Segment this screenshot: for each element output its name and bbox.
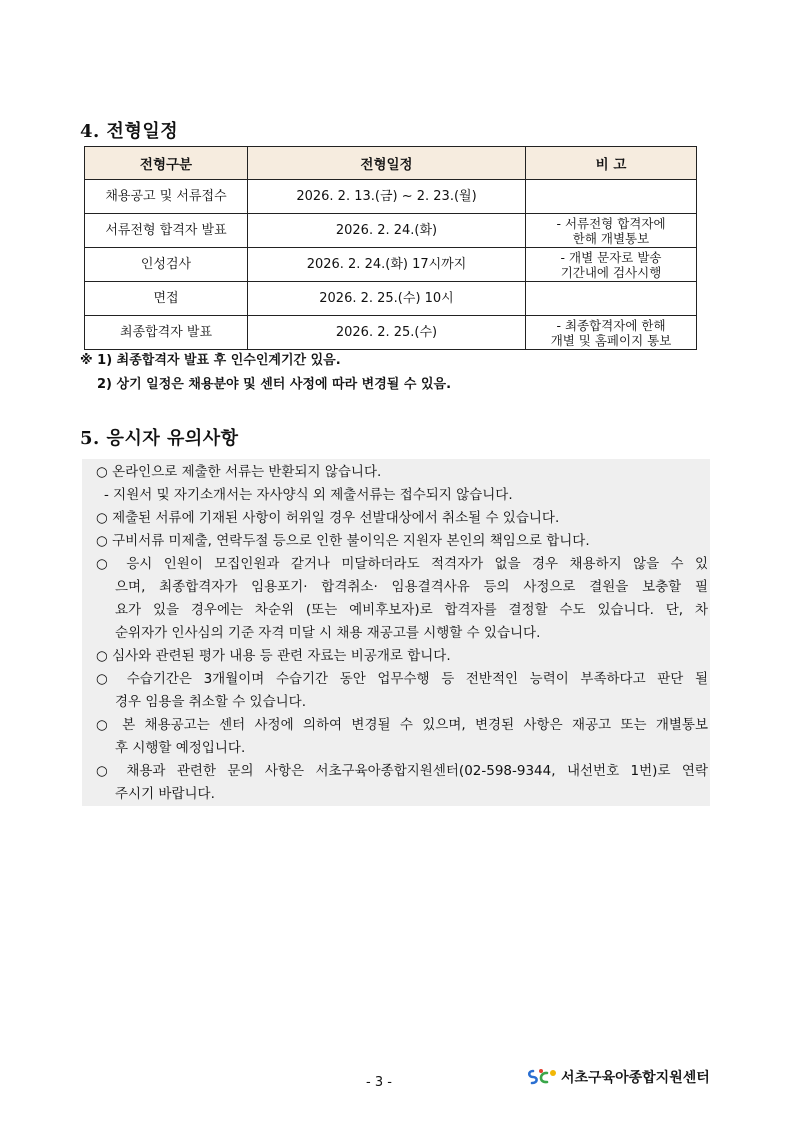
note-line: - 서류전형 합격자에	[556, 215, 666, 231]
header-stage: 전형구분	[85, 147, 248, 180]
schedule-notes	[80, 352, 451, 400]
notice-line: ○ 온라인으로 제출한 서류는 반환되지 않습니다.	[96, 464, 382, 480]
notice-line: 으며, 최종합격자가 임용포기· 합격취소· 임용결격사유 등의 사정으로 결원을 보충할 필	[115, 579, 708, 595]
note-cell	[526, 282, 697, 316]
stage-cell: 채용공고 및 서류접수	[85, 180, 248, 214]
notice-line: 주시기 바랍니다.	[115, 786, 215, 802]
section-4-title: 4. 전형일정	[80, 121, 179, 142]
note-cell	[526, 214, 697, 248]
org-name: 서초구육아종합지원센터	[561, 1070, 710, 1086]
notice-line: 후 시행할 예정입니다.	[115, 740, 246, 756]
notice-line: 요가 있을 경우에는 차순위 (또는 예비후보자)로 합격자를 결정할 수도 있습니다. 단, 차	[115, 602, 708, 618]
note-cell	[526, 180, 697, 214]
note-line: 한해 개별통보	[572, 230, 650, 246]
notice-line: ○ 채용과 관련한 문의 사항은 서초구육아종합지원센터(02-598-9344, 내선번호 1번)로 연락	[96, 763, 708, 779]
note-2: 2) 상기 일정은 채용분야 및 센터 사정에 따라 변경될 수 있음.	[97, 377, 452, 392]
note-line: - 최종합격자에 한해	[556, 317, 666, 333]
table-row	[85, 214, 697, 248]
section-5-title: 5. 응시자 유의사항	[80, 428, 239, 449]
date-cell: 2026. 2. 24.(화)	[248, 214, 526, 248]
schedule-table	[84, 146, 697, 350]
notice-line: - 지원서 및 자기소개서는 자사양식 외 제출서류는 접수되지 않습니다.	[104, 487, 513, 503]
note-line: 개별 및 홈페이지 통보	[550, 332, 672, 348]
notice-line: ○ 심사와 관련된 평가 내용 등 관련 자료는 비공개로 합니다.	[96, 648, 451, 664]
header-date: 전형일정	[248, 147, 526, 180]
notice-line: ○ 수습기간은 3개월이며 수습기간 동안 업무수행 등 전반적인 능력이 부족하다고 판단 될	[96, 671, 708, 687]
stage-cell: 서류전형 합격자 발표	[85, 214, 248, 248]
note-cell	[526, 248, 697, 282]
header-note: 비 고	[526, 147, 697, 180]
notice-line: 순위자가 인사심의 기준 자격 미달 시 채용 재공고를 시행할 수 있습니다.	[115, 625, 541, 641]
notice-line: 경우 임용을 취소할 수 있습니다.	[115, 694, 306, 710]
table-row	[85, 248, 697, 282]
org-logo	[527, 1066, 710, 1088]
notice-line: ○ 응시 인원이 모집인원과 같거나 미달하더라도 적격자가 없을 경우 채용하지 않을 수 있	[96, 556, 708, 572]
table-row	[85, 282, 697, 316]
notice-line: ○ 제출된 서류에 기재된 사항이 허위일 경우 선발대상에서 취소될 수 있습니다.	[96, 510, 560, 526]
note-line: 기간내에 검사시행	[560, 264, 662, 280]
applicant-notice-box	[82, 459, 710, 806]
notice-line: ○ 본 채용공고는 센터 사정에 의하여 변경될 수 있으며, 변경된 사항은 재공고 또는 개별통보	[96, 717, 708, 733]
stage-cell: 면접	[85, 282, 248, 316]
table-header-row	[85, 147, 697, 180]
notice-line: ○ 구비서류 미제출, 연락두절 등으로 인한 불이익은 지원자 본인의 책임으로 합니다.	[96, 533, 590, 549]
date-cell: 2026. 2. 13.(금) ~ 2. 23.(월)	[248, 180, 526, 214]
note-1: ※ 1) 최종합격자 발표 후 인수인계기간 있음.	[80, 353, 341, 368]
stage-cell: 최종합격자 발표	[85, 316, 248, 350]
table-row	[85, 180, 697, 214]
table-row	[85, 316, 697, 350]
note-line: - 개별 문자로 발송	[560, 249, 662, 265]
note-cell	[526, 316, 697, 350]
date-cell: 2026. 2. 24.(화) 17시까지	[248, 248, 526, 282]
date-cell: 2026. 2. 25.(수) 10시	[248, 282, 526, 316]
org-logo-icon	[527, 1067, 559, 1087]
stage-cell: 인성검사	[85, 248, 248, 282]
page-number: - 3 -	[366, 1075, 392, 1090]
date-cell: 2026. 2. 25.(수)	[248, 316, 526, 350]
